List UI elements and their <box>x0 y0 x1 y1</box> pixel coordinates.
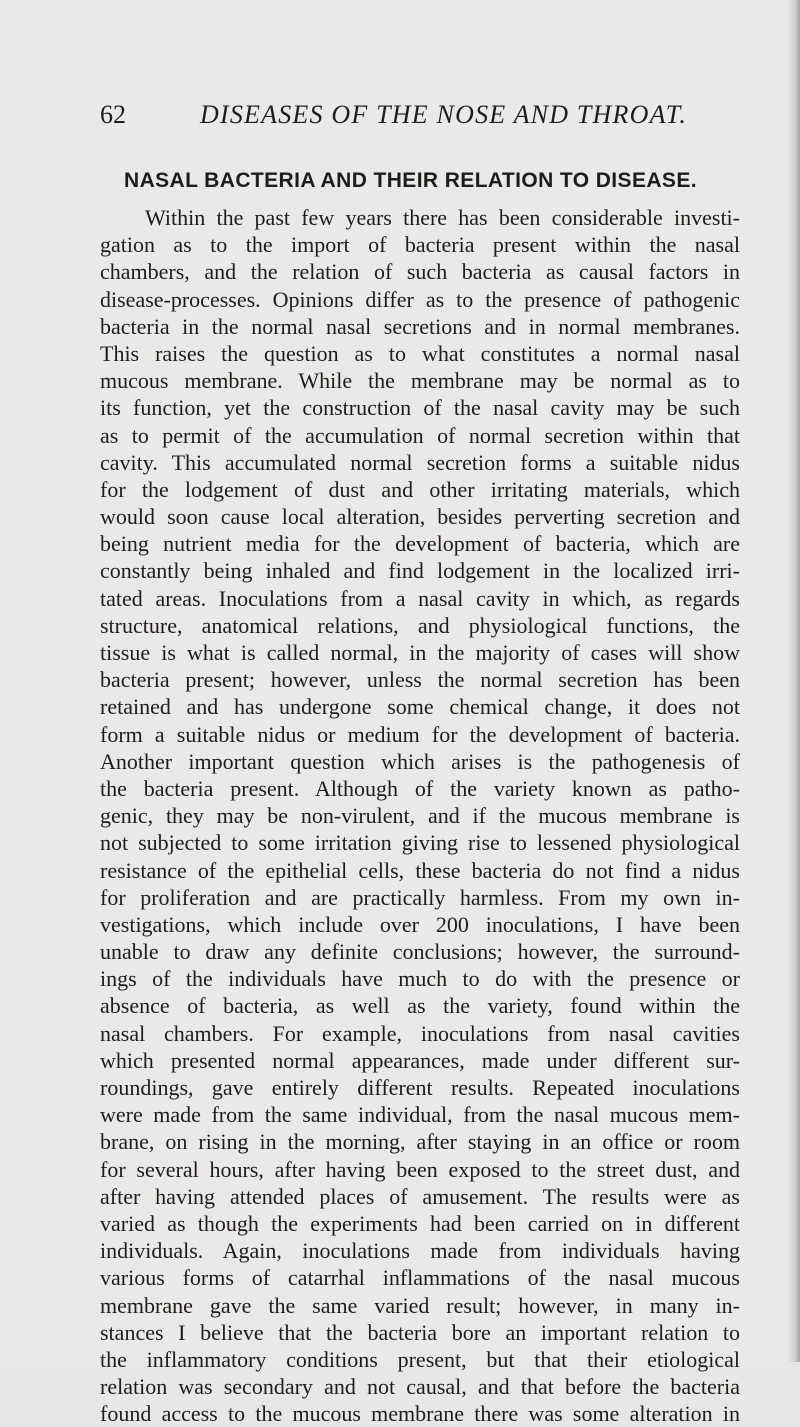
body-line: constantly being inhaled and find lodgement in the localized irri- <box>100 558 740 584</box>
body-text <box>100 204 740 1427</box>
body-line: relation was secondary and not causal, and that before the bacteria <box>100 1374 740 1400</box>
body-line: vestigations, which include over 200 inoculations, I have been <box>100 911 740 937</box>
body-line: form a suitable nidus or medium for the development of bacteria. <box>100 721 740 747</box>
page-number: 62 <box>100 100 126 129</box>
body-line: as to permit of the accumulation of normal secretion within that <box>100 422 740 448</box>
body-line: were made from the same individual, from the nasal mucous mem- <box>100 1102 740 1128</box>
body-line: the inflammatory conditions present, but that their etiological <box>100 1346 740 1372</box>
body-line: its function, yet the construction of the nasal cavity may be such <box>100 395 740 421</box>
body-line: bacteria present; however, unless the normal secretion has been <box>100 667 740 693</box>
body-line: brane, on rising in the morning, after staying in an office or room <box>100 1129 740 1155</box>
body-line: roundings, gave entirely different results. Repeated inoculations <box>100 1075 740 1100</box>
body-line: tissue is what is called normal, in the majority of cases will show <box>100 640 740 665</box>
running-head: DISEASES OF THE NOSE AND THROAT. <box>200 100 688 129</box>
body-line: bacteria in the normal nasal secretions and in normal membranes. <box>100 313 740 339</box>
body-line: for the lodgement of dust and other irritating materials, which <box>100 476 740 502</box>
body-line: ings of the individuals have much to do with the presence or <box>100 966 740 992</box>
body-line: being nutrient media for the development of bacteria, which are <box>100 531 740 557</box>
section-title: NASAL BACTERIA AND THEIR RELATION TO DISEASE. <box>124 169 697 192</box>
body-line: nasal chambers. For example, inoculations from nasal cavities <box>100 1020 740 1046</box>
body-line: would soon cause local alteration, besides perverting secretion and <box>100 504 740 530</box>
body-line: not subjected to some irritation giving rise to lessened physiological <box>100 830 740 856</box>
body-line: resistance of the epithelial cells, these bacteria do not find a nidus <box>100 857 740 883</box>
body-line: mucous membrane. While the membrane may be normal as to <box>100 368 740 394</box>
body-line: membrane gave the same varied result; however, in many in- <box>100 1292 740 1318</box>
body-line: varied as though the experiments had been carried on in different <box>100 1210 740 1236</box>
body-line: disease-processes. Opinions differ as to the presence of pathogenic <box>100 286 740 312</box>
body-line: Another important question which arises is the pathogenesis of <box>100 748 740 774</box>
body-line: unable to draw any definite conclusions; however, the surround- <box>100 939 740 965</box>
body-line: Within the past few years there has been considerable investi- <box>145 205 740 230</box>
body-line: chambers, and the relation of such bacteria as causal factors in <box>100 259 740 285</box>
body-line: cavity. This accumulated normal secretion forms a suitable nidus <box>100 449 740 475</box>
body-line: This raises the question as to what constitutes a normal nasal <box>100 340 740 366</box>
body-line: genic, they may be non-virulent, and if the mucous membrane is <box>100 803 740 829</box>
body-line: the bacteria present. Although of the variety known as patho- <box>100 775 740 801</box>
body-line: found access to the mucous membrane there was some alteration in <box>100 1401 740 1427</box>
body-line: individuals. Again, inoculations made from individuals having <box>100 1238 740 1264</box>
body-line: various forms of catarrhal inflammations of the nasal mucous <box>100 1265 740 1291</box>
body-line: absence of bacteria, as well as the variety, found within the <box>100 993 740 1019</box>
body-line: structure, anatomical relations, and physiological functions, the <box>100 612 740 638</box>
page-edge-shadow <box>786 0 800 1362</box>
page-header <box>100 100 720 140</box>
body-line: for several hours, after having been exposed to the street dust, and <box>100 1156 740 1182</box>
body-line: which presented normal appearances, made under different sur- <box>100 1047 740 1073</box>
body-line: gation as to the import of bacteria present within the nasal <box>100 232 740 258</box>
body-line: tated areas. Inoculations from a nasal cavity in which, as regards <box>100 585 740 611</box>
body-line: for proliferation and are practically harmless. From my own in- <box>100 884 740 910</box>
body-line: stances I believe that the bacteria bore an important relation to <box>100 1319 740 1345</box>
body-line: after having attended places of amusement. The results were as <box>100 1183 740 1209</box>
body-line: retained and has undergone some chemical change, it does not <box>100 694 740 720</box>
